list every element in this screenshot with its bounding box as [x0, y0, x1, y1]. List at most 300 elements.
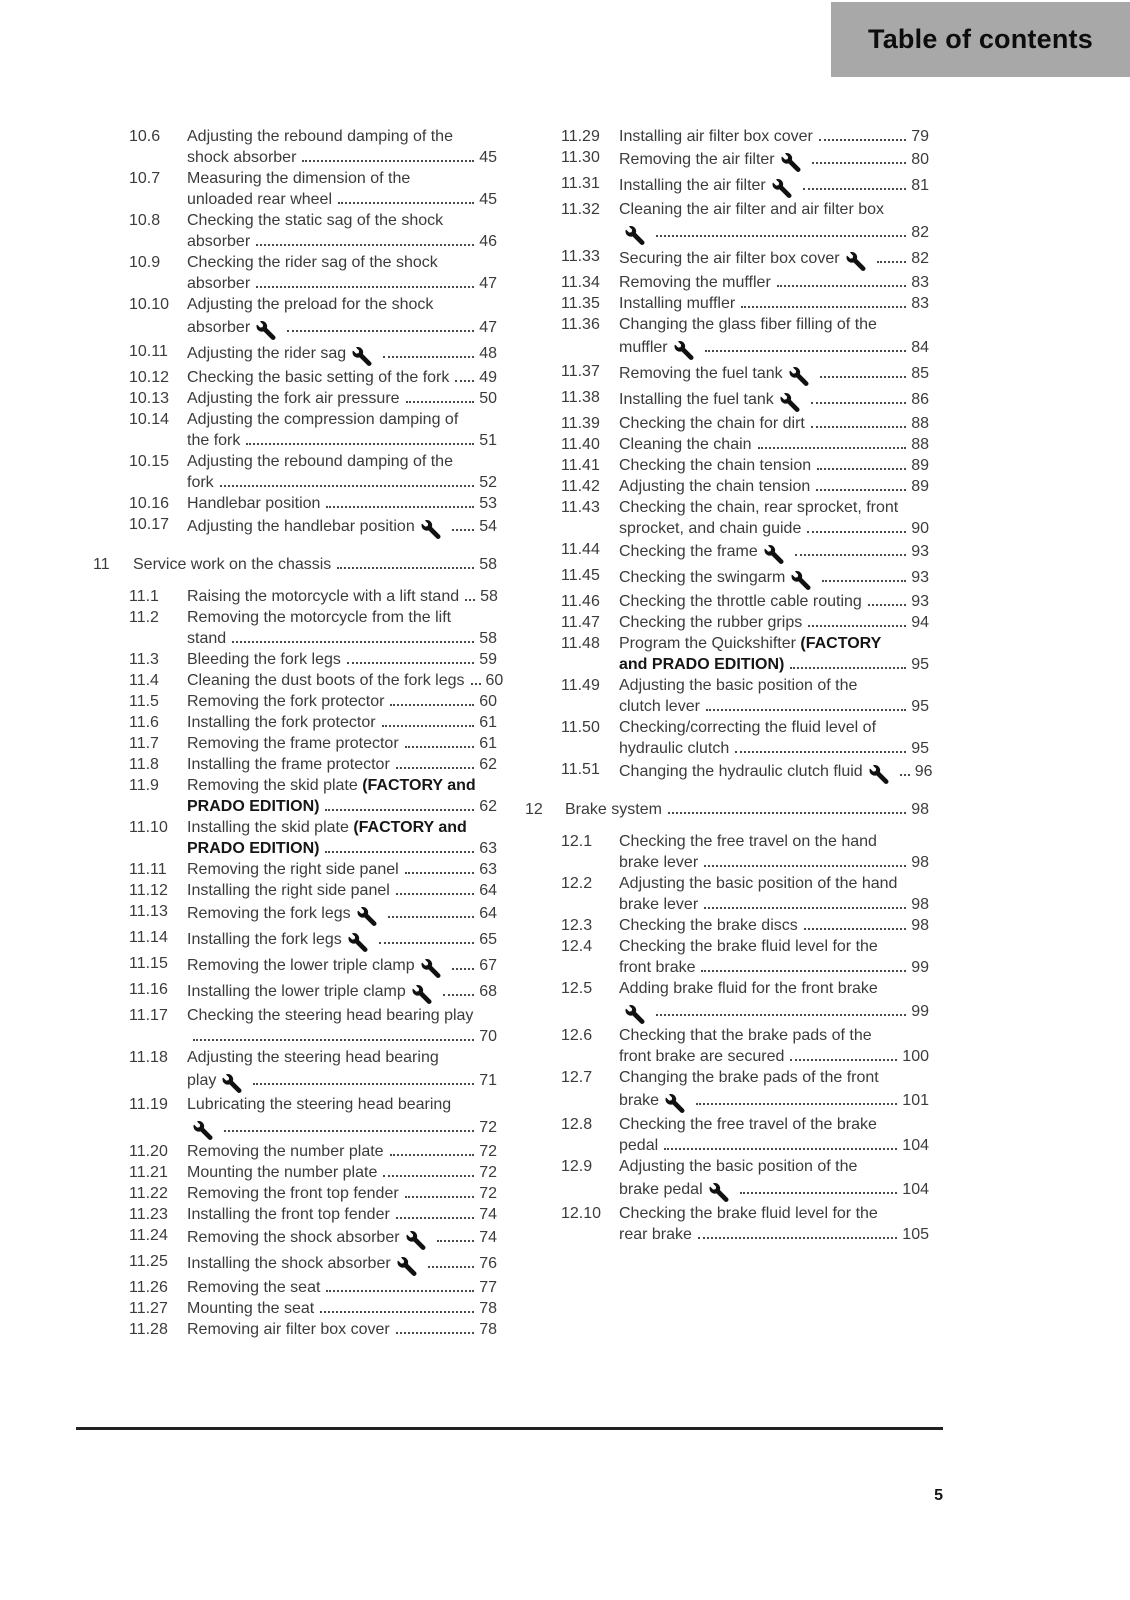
entry-number: 11.51: [561, 761, 600, 778]
entry-page-number: 59: [479, 651, 497, 668]
toc-entry-11.9[interactable]: 11.9 Removing the skid plate (FACTORY and PRADO EDITION) 62: [129, 777, 497, 815]
entry-number: 11.26: [129, 1279, 168, 1296]
toc-entry-10.9[interactable]: 10.9 Checking the rider sag of the shock absorber 47: [129, 254, 497, 292]
toc-entry-11.39[interactable]: 11.39 Checking the chain for dirt 88: [561, 415, 929, 432]
toc-entry-12.1[interactable]: 12.1 Checking the free travel on the hand brake lever 98: [561, 833, 929, 871]
entry-page-number: 81: [911, 177, 929, 194]
entry-page-number: 104: [902, 1181, 929, 1198]
entry-number: 11.6: [129, 714, 159, 731]
leader-dots: [347, 662, 474, 664]
wrench-icon: [347, 933, 369, 952]
entry-number: 10.14: [129, 411, 170, 428]
entry-number: 11.32: [561, 201, 600, 218]
page-title: Table of contents: [868, 24, 1093, 54]
entry-page-number: 45: [479, 191, 497, 208]
leader-dots: [428, 1266, 475, 1268]
entry-number: 11.40: [561, 436, 600, 453]
toc-entry-10.14[interactable]: 10.14 Adjusting the compression damping of the fork 51: [129, 411, 497, 449]
leader-dots: [220, 485, 475, 487]
entry-number: 11.44: [561, 541, 600, 558]
toc-entry-10.8[interactable]: 10.8 Checking the static sag of the shock absorber 46: [129, 212, 497, 250]
leader-dots: [696, 1103, 897, 1105]
entry-number: 11.41: [561, 457, 600, 474]
entry-page-number: 82: [911, 224, 929, 241]
toc-entry-11.5[interactable]: 11.5 Removing the fork protector 60: [129, 693, 497, 710]
toc-entry-10.6[interactable]: 10.6 Adjusting the rebound damping of the shock absorber 45: [129, 128, 497, 166]
entry-page-number: 78: [479, 1300, 497, 1317]
entry-page-number: 65: [479, 931, 497, 948]
leader-dots: [668, 812, 906, 814]
toc-entry-11.24[interactable]: 11.24 Removing the shock absorber 74: [93, 1225, 497, 1251]
entry-number: 11.23: [129, 1206, 168, 1223]
toc-entry-11.47[interactable]: 11.47 Checking the rubber grips 94: [561, 614, 929, 631]
leader-dots: [465, 599, 475, 601]
leader-dots: [256, 286, 474, 288]
entry-page-number: 77: [479, 1279, 497, 1296]
leader-dots: [758, 447, 907, 449]
toc-entry-12.10[interactable]: 12.10 Checking the brake fluid level for the rear brake 105: [561, 1205, 929, 1243]
leader-dots: [396, 767, 474, 769]
leader-dots: [741, 306, 906, 308]
toc-entry-11.12[interactable]: 11.12 Installing the right side panel 64: [129, 882, 497, 899]
leader-dots: [379, 942, 474, 944]
entry-number: 11.15: [129, 955, 168, 972]
toc-right-column: [525, 126, 933, 1245]
entry-number: 12.2: [561, 875, 593, 892]
entry-number: 10.13: [129, 390, 170, 407]
toc-entry-11.32[interactable]: 11.32 Cleaning the air filter and air filter box 82: [525, 199, 929, 246]
entry-page-number: 72: [479, 1185, 497, 1202]
toc-entry-11.48[interactable]: 11.48 Program the Quickshifter (FACTORY and PRADO EDITION) 95: [561, 635, 929, 673]
toc-entry-11.20[interactable]: 11.20 Removing the number plate 72: [129, 1143, 497, 1160]
leader-dots: [325, 851, 474, 853]
toc-entry-11.50[interactable]: 11.50 Checking/correcting the fluid level of hydraulic clutch 95: [561, 719, 929, 757]
toc-entry-11.1[interactable]: 11.1 Raising the motorcycle with a lift stand 58: [129, 588, 498, 605]
toc-entry-11.4[interactable]: 11.4 Cleaning the dust boots of the fork legs 60: [129, 672, 504, 689]
entry-number: 10.9: [129, 254, 161, 271]
entry-number: 12.5: [561, 980, 593, 997]
toc-entry-11.42[interactable]: 11.42 Adjusting the chain tension 89: [561, 478, 929, 495]
leader-dots: [383, 1175, 474, 1177]
entry-page-number: 78: [479, 1321, 497, 1338]
entry-page-number: 95: [911, 698, 929, 715]
leader-dots: [256, 244, 474, 246]
wrench-icon: [845, 252, 867, 271]
toc-entry-11.35[interactable]: 11.35 Installing muffler 83: [561, 295, 929, 312]
toc-entry-11.25[interactable]: 11.25 Installing the shock absorber 76: [93, 1251, 497, 1277]
toc-entry-10.12[interactable]: 10.12 Checking the basic setting of the fork 49: [129, 369, 497, 386]
section-number: 12: [525, 801, 543, 818]
leader-dots: [382, 725, 475, 727]
entry-page-number: 89: [911, 457, 929, 474]
leader-dots: [253, 1083, 474, 1085]
entry-number: 11.19: [129, 1096, 168, 1113]
entry-page-number: 60: [479, 693, 497, 710]
entry-page-number: 52: [479, 474, 497, 491]
leader-dots: [804, 928, 906, 930]
entry-page-number: 74: [479, 1206, 497, 1223]
entry-number: 11.35: [561, 295, 600, 312]
leader-dots: [877, 261, 907, 263]
entry-page-number: 49: [479, 369, 497, 386]
leader-dots: [325, 809, 474, 811]
leader-dots: [817, 468, 906, 470]
leader-dots: [337, 567, 474, 569]
page-number: 5: [934, 1487, 943, 1504]
toc-entry-11.51[interactable]: 11.51 Changing the hydraulic clutch fluid 96: [525, 759, 929, 785]
leader-dots: [396, 1332, 474, 1334]
entry-number: 11.37: [561, 363, 600, 380]
entry-number: 11.25: [129, 1253, 168, 1270]
entry-number: 12.7: [561, 1069, 593, 1086]
toc-entry-11.45[interactable]: 11.45 Checking the swingarm 93: [525, 565, 929, 591]
entry-number: 12.1: [561, 833, 593, 850]
toc-entry-12.5[interactable]: 12.5 Adding brake fluid for the front brake 99: [525, 978, 929, 1025]
leader-dots: [790, 667, 906, 669]
toc-entry-11.27[interactable]: 11.27 Mounting the seat 78: [129, 1300, 497, 1317]
leader-dots: [816, 489, 906, 491]
entry-page-number: 51: [479, 432, 497, 449]
entry-number: 11.45: [561, 567, 600, 584]
wrench-icon: [771, 179, 793, 198]
entry-number: 10.8: [129, 212, 161, 229]
entry-page-number: 72: [479, 1143, 497, 1160]
toc-entry-11.36[interactable]: 11.36 Changing the glass fiber filling of the muffler 84: [525, 314, 929, 361]
toc-entry-11.33[interactable]: 11.33 Securing the air filter box cover 82: [525, 246, 929, 272]
wrench-icon: [790, 571, 812, 590]
toc-entry-11.31[interactable]: 11.31 Installing the air filter 81: [525, 173, 929, 199]
entry-number: 12.4: [561, 938, 593, 955]
header-bar: [831, 2, 1130, 77]
toc-entry-11.41[interactable]: 11.41 Checking the chain tension 89: [561, 457, 929, 474]
entry-page-number: 63: [479, 840, 497, 857]
leader-dots: [900, 774, 910, 776]
entry-number: 11.33: [561, 248, 600, 265]
entry-page-number: 67: [479, 957, 497, 974]
leader-dots: [656, 235, 906, 237]
toc-entry-11.13[interactable]: 11.13 Removing the fork legs 64: [93, 901, 497, 927]
toc-entry-11.16[interactable]: 11.16 Installing the lower triple clamp 68: [93, 979, 497, 1005]
toc-entry-11.11[interactable]: 11.11 Removing the right side panel 63: [129, 861, 497, 878]
entry-page-number: 93: [911, 543, 929, 560]
wrench-icon: [356, 907, 378, 926]
entry-page-number: 68: [479, 983, 497, 1000]
entry-number: 11.8: [129, 756, 159, 773]
entry-page-number: 99: [911, 1003, 929, 1020]
entry-number: 11.47: [561, 614, 600, 631]
entry-page-number: 95: [911, 740, 929, 757]
entry-number: 11.43: [561, 499, 600, 516]
toc-entry-11.26[interactable]: 11.26 Removing the seat 77: [129, 1279, 497, 1296]
leader-dots: [811, 426, 906, 428]
leader-dots: [777, 285, 906, 287]
toc-entry-10.10[interactable]: 10.10 Adjusting the preload for the shock absorber 47: [93, 294, 497, 341]
entry-number: 11.24: [129, 1227, 168, 1244]
entry-number: 11.5: [129, 693, 159, 710]
leader-dots: [706, 709, 906, 711]
entry-page-number: 45: [479, 149, 497, 166]
leader-dots: [437, 1240, 475, 1242]
entry-page-number: 63: [479, 861, 497, 878]
leader-dots: [405, 1196, 475, 1198]
entry-number: 10.6: [129, 128, 161, 145]
entry-number: 12.6: [561, 1027, 593, 1044]
leader-dots: [740, 1192, 898, 1194]
leader-dots: [383, 356, 474, 358]
section-title: Brake system: [565, 801, 662, 818]
entry-number: 11.27: [129, 1300, 168, 1317]
entry-page-number: 85: [911, 365, 929, 382]
entry-number: 11.46: [561, 593, 600, 610]
entry-page-number: 83: [911, 295, 929, 312]
entry-number: 11.13: [129, 903, 168, 920]
entry-number: 11.50: [561, 719, 600, 736]
entry-number: 11.12: [129, 882, 168, 899]
entry-number: 11.34: [561, 274, 600, 291]
leader-dots: [287, 330, 474, 332]
entry-number: 11.17: [129, 1007, 168, 1024]
entry-number: 11.11: [129, 861, 167, 878]
leader-dots: [811, 402, 906, 404]
toc-entry-11.30[interactable]: 11.30 Removing the air filter 80: [525, 147, 929, 173]
wrench-icon: [763, 545, 785, 564]
toc-entry-11.37[interactable]: 11.37 Removing the fuel tank 85: [525, 361, 929, 387]
leader-dots: [246, 443, 474, 445]
wrench-icon: [255, 321, 277, 340]
toc-entry-11.49[interactable]: 11.49 Adjusting the basic position of the clutch lever 95: [561, 677, 929, 715]
wrench-icon: [788, 367, 810, 386]
wrench-icon: [221, 1074, 243, 1093]
entry-number: 10.16: [129, 495, 170, 512]
entry-page-number: 74: [479, 1229, 497, 1246]
entry-page-number: 80: [911, 151, 929, 168]
leader-dots: [320, 1311, 474, 1313]
leader-dots: [822, 580, 906, 582]
toc-entry-11.22[interactable]: 11.22 Removing the front top fender 72: [129, 1185, 497, 1202]
leader-dots: [664, 1148, 897, 1150]
toc-entry-11.40[interactable]: 11.40 Cleaning the chain 88: [561, 436, 929, 453]
toc-entry-10.17[interactable]: 10.17 Adjusting the handlebar position 54: [93, 514, 497, 540]
entry-page-number: 48: [479, 345, 497, 362]
section-page-number: 98: [911, 801, 929, 818]
entry-page-number: 47: [479, 275, 497, 292]
entry-page-number: 64: [479, 905, 497, 922]
entry-page-number: 95: [911, 656, 929, 673]
entry-number: 12.10: [561, 1205, 602, 1222]
toc-entry-11.17[interactable]: 11.17 Checking the steering head bearing play 70: [129, 1007, 497, 1045]
leader-dots: [820, 376, 907, 378]
toc-entry-11.28[interactable]: 11.28 Removing air filter box cover 78: [129, 1321, 497, 1338]
toc-entry-10.15[interactable]: 10.15 Adjusting the rebound damping of the fork 52: [129, 453, 497, 491]
toc-entry-10.16[interactable]: 10.16 Handlebar position 53: [129, 495, 497, 512]
wrench-icon: [411, 985, 433, 1004]
wrench-icon: [351, 347, 373, 366]
leader-dots: [388, 916, 475, 918]
toc-entry-11.3[interactable]: 11.3 Bleeding the fork legs 59: [129, 651, 497, 668]
leader-dots: [452, 529, 474, 531]
leader-dots: [390, 704, 474, 706]
entry-page-number: 93: [911, 593, 929, 610]
wrench-icon: [673, 341, 695, 360]
entry-number: 10.12: [129, 369, 170, 386]
entry-page-number: 100: [902, 1048, 929, 1065]
toc-entry-11.7[interactable]: 11.7 Removing the frame protector 61: [129, 735, 497, 752]
wrench-icon: [420, 959, 442, 978]
entry-page-number: 61: [479, 735, 497, 752]
entry-page-number: 98: [911, 854, 929, 871]
leader-dots: [803, 188, 906, 190]
leader-dots: [452, 968, 475, 970]
toc-entry-12.2[interactable]: 12.2 Adjusting the basic position of the hand brake lever 98: [561, 875, 929, 913]
wrench-icon: [192, 1121, 214, 1140]
leader-dots: [868, 604, 906, 606]
entry-page-number: 64: [479, 882, 497, 899]
entry-page-number: 58: [479, 630, 497, 647]
leader-dots: [338, 202, 474, 204]
entry-page-number: 84: [911, 339, 929, 356]
toc-entry-11.29[interactable]: 11.29 Installing air filter box cover 79: [561, 128, 929, 145]
section-title: Service work on the chassis: [133, 556, 332, 573]
leader-dots: [406, 401, 475, 403]
toc-entry-10.7[interactable]: 10.7 Measuring the dimension of the unloaded rear wheel 45: [129, 170, 497, 208]
toc-entry-11.6[interactable]: 11.6 Installing the fork protector 61: [129, 714, 497, 731]
toc-entry-12.7[interactable]: 12.7 Changing the brake pads of the front brake 101: [525, 1067, 929, 1114]
entry-number: 11.20: [129, 1143, 168, 1160]
toc-entry-11.10[interactable]: 11.10 Installing the skid plate (FACTORY and PRADO EDITION) 63: [129, 819, 497, 857]
entry-page-number: 88: [911, 415, 929, 432]
entry-page-number: 79: [911, 128, 929, 145]
wrench-icon: [405, 1231, 427, 1250]
toc-entry-10.13[interactable]: 10.13 Adjusting the fork air pressure 50: [129, 390, 497, 407]
toc-entry-11.15[interactable]: 11.15 Removing the lower triple clamp 67: [93, 953, 497, 979]
toc-entry-11.21[interactable]: 11.21 Mounting the number plate 72: [129, 1164, 497, 1181]
entry-number: 10.10: [129, 296, 170, 313]
footer-rule: [76, 1427, 943, 1430]
toc-entry-11.19[interactable]: 11.19 Lubricating the steering head bearing 72: [93, 1094, 497, 1141]
entry-number: 11.29: [561, 128, 600, 145]
toc-entry-12.3[interactable]: 12.3 Checking the brake discs 98: [561, 917, 929, 934]
entry-number: 11.38: [561, 389, 600, 406]
leader-dots: [232, 641, 474, 643]
entry-number: 11.1: [129, 588, 159, 605]
wrench-icon: [396, 1257, 418, 1276]
wrench-icon: [780, 153, 802, 172]
entry-page-number: 83: [911, 274, 929, 291]
toc-entry-11.14[interactable]: 11.14 Installing the fork legs 65: [93, 927, 497, 953]
leader-dots: [405, 872, 475, 874]
entry-number: 11.48: [561, 635, 600, 652]
entry-page-number: 88: [911, 436, 929, 453]
leader-dots: [455, 380, 474, 382]
leader-dots: [704, 865, 906, 867]
entry-number: 11.4: [129, 672, 159, 689]
toc-entry-12.9[interactable]: 12.9 Adjusting the basic position of the brake pedal 104: [525, 1156, 929, 1203]
toc-entry-11.38[interactable]: 11.38 Installing the fuel tank 86: [525, 387, 929, 413]
wrench-icon: [624, 1005, 646, 1024]
leader-dots: [390, 1154, 475, 1156]
entry-page-number: 82: [911, 250, 929, 267]
toc-entry-10.11[interactable]: 10.11 Adjusting the rider sag 48: [93, 341, 497, 367]
toc-entry-11.8[interactable]: 11.8 Installing the frame protector 62: [129, 756, 497, 773]
entry-page-number: 47: [479, 319, 497, 336]
entry-page-number: 50: [479, 390, 497, 407]
leader-dots: [443, 994, 474, 996]
leader-dots: [701, 970, 906, 972]
toc-entry-11.2[interactable]: 11.2 Removing the motorcycle from the lift stand 58: [129, 609, 497, 647]
entry-number: 11.9: [129, 777, 159, 794]
entry-number: 11.30: [561, 149, 600, 166]
entry-page-number: 54: [479, 518, 497, 535]
toc-entry-12.6[interactable]: 12.6 Checking that the brake pads of the front brake are secured 100: [561, 1027, 929, 1065]
toc-entry-11.34[interactable]: 11.34 Removing the muffler 83: [561, 274, 929, 291]
entry-page-number: 72: [479, 1164, 497, 1181]
toc-left-column: [93, 126, 504, 1340]
entry-page-number: 46: [479, 233, 497, 250]
entry-number: 11.42: [561, 478, 600, 495]
entry-number: 10.7: [129, 170, 161, 187]
leader-dots: [224, 1130, 474, 1132]
entry-page-number: 53: [479, 495, 497, 512]
entry-page-number: 98: [911, 896, 929, 913]
entry-page-number: 62: [479, 798, 497, 815]
entry-number: 10.15: [129, 453, 170, 470]
toc-entry-11.44[interactable]: 11.44 Checking the frame 93: [525, 539, 929, 565]
toc-section-12[interactable]: [525, 799, 929, 820]
entry-page-number: 76: [479, 1255, 497, 1272]
entry-number: 11.21: [129, 1164, 168, 1181]
leader-dots: [656, 1014, 906, 1016]
leader-dots: [705, 350, 907, 352]
toc-entry-11.18[interactable]: 11.18 Adjusting the steering head bearing play 71: [93, 1047, 497, 1094]
toc-entry-11.46[interactable]: 11.46 Checking the throttle cable routing 93: [561, 593, 929, 610]
leader-dots: [812, 162, 907, 164]
entry-number: 11.39: [561, 415, 600, 432]
entry-page-number: 98: [911, 917, 929, 934]
entry-number: 12.8: [561, 1116, 593, 1133]
wrench-icon: [624, 226, 646, 245]
wrench-icon: [420, 520, 442, 539]
entry-number: 11.7: [129, 735, 159, 752]
leader-dots: [302, 160, 474, 162]
entry-number: 11.10: [129, 819, 168, 836]
entry-page-number: 101: [902, 1092, 929, 1109]
entry-number: 11.31: [561, 175, 600, 192]
entry-page-number: 70: [479, 1028, 497, 1045]
entry-number: 11.36: [561, 316, 600, 333]
leader-dots: [790, 1059, 897, 1061]
leader-dots: [704, 907, 906, 909]
toc-entry-11.23[interactable]: 11.23 Installing the front top fender 74: [129, 1206, 497, 1223]
entry-number: 11.16: [129, 981, 168, 998]
wrench-icon: [708, 1183, 730, 1202]
toc-entry-11.43[interactable]: 11.43 Checking the chain, rear sprocket, front sprocket, and chain guide 90: [561, 499, 929, 537]
entry-number: 11.2: [129, 609, 159, 626]
leader-dots: [396, 1217, 474, 1219]
toc-entry-12.4[interactable]: 12.4 Checking the brake fluid level for the front brake 99: [561, 938, 929, 976]
entry-page-number: 89: [911, 478, 929, 495]
entry-number: 12.9: [561, 1158, 593, 1175]
toc-section-11[interactable]: [93, 554, 497, 575]
leader-dots: [698, 1237, 897, 1239]
leader-dots: [807, 531, 906, 533]
leader-dots: [326, 1290, 474, 1292]
toc-entry-12.8[interactable]: 12.8 Checking the free travel of the brake pedal 104: [561, 1116, 929, 1154]
entry-number: 11.49: [561, 677, 600, 694]
leader-dots: [795, 554, 906, 556]
entry-page-number: 104: [902, 1137, 929, 1154]
entry-page-number: 94: [911, 614, 929, 631]
entry-number: 11.22: [129, 1185, 168, 1202]
